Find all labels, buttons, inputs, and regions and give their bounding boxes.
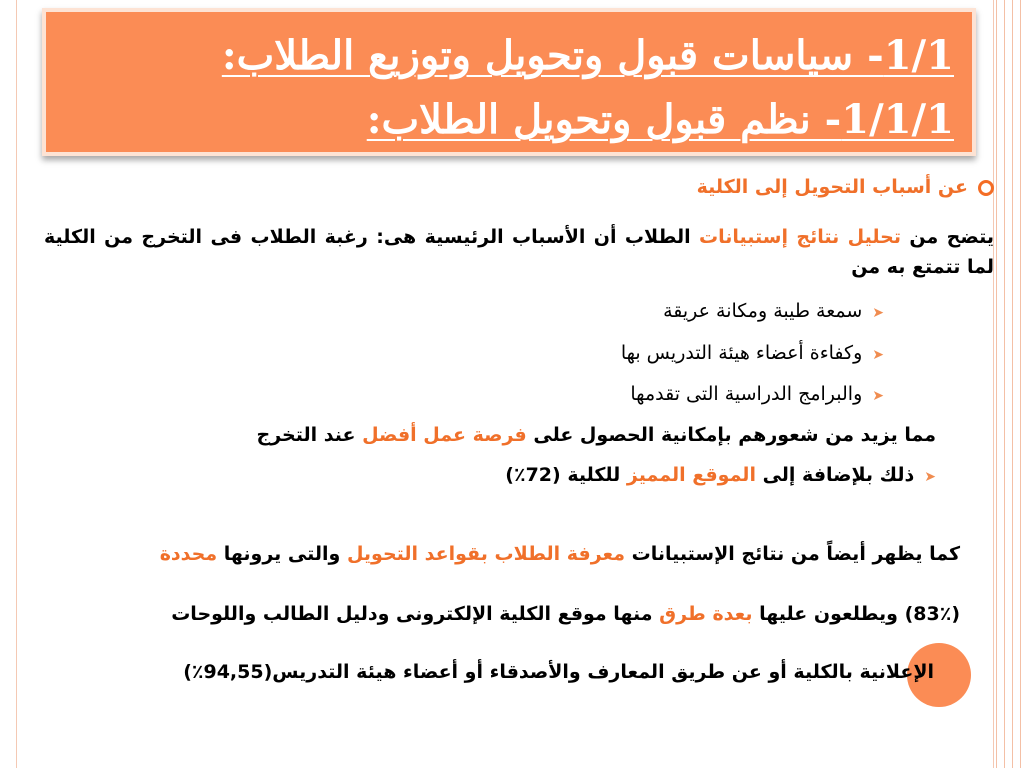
paragraph-access-methods: (83٪) ويطلعون عليها بعدة طرق منها موقع الكلية الإلكترونى ودليل الطالب واللوحات bbox=[171, 603, 960, 625]
highlight-survey-analysis: تحليل نتائج إستبيانات bbox=[699, 226, 901, 248]
title-line-2: 1/1/1- نظم قبول وتحويل الطلاب: bbox=[366, 96, 954, 143]
list-item: ➤سمعة طيبة ومكانة عريقة bbox=[663, 300, 884, 322]
arrow-bullet-icon: ➤ bbox=[872, 347, 884, 363]
paragraph-transfer-rules: كما يظهر أيضاً من نتائج الإستبيانات معرفة الطلاب بقواعد التحويل والتى يرونها محددة bbox=[159, 543, 960, 565]
paragraph-ads-sources: الإعلانية بالكلية أو عن طريق المعارف والأصدقاء أو أعضاء هيئة التدريس(94,55٪) bbox=[183, 661, 934, 683]
paragraph-location: ➤ذلك بلإضافة إلى الموقع المميز للكلية (72٪) bbox=[505, 464, 936, 486]
title-line-1: 1/1- سياسات قبول وتحويل وتوزيع الطلاب: bbox=[221, 32, 954, 79]
paragraph-reasons: يتضح من تحليل نتائج إستبيانات الطلاب أن الأسباب الرئيسية هى: رغبة الطلاب فى التخرج من الكلية لما تتمتع به من bbox=[44, 226, 994, 278]
list-item: ➤وكفاءة أعضاء هيئة التدريس بها bbox=[620, 342, 884, 364]
arrow-bullet-icon: ➤ bbox=[872, 388, 884, 404]
section-heading: عن أسباب التحويل إلى الكلية bbox=[44, 176, 994, 198]
circle-bullet-icon bbox=[978, 180, 994, 196]
title-banner bbox=[42, 8, 976, 156]
arrow-bullet-icon: ➤ bbox=[924, 469, 936, 485]
paragraph-job-opportunity: مما يزيد من شعورهم بإمكانية الحصول على فرصة عمل أفضل عند التخرج bbox=[256, 424, 936, 446]
list-item: ➤والبرامج الدراسية التى تقدمها bbox=[630, 383, 884, 405]
decorative-stripes bbox=[992, 0, 1024, 768]
arrow-bullet-icon: ➤ bbox=[872, 305, 884, 321]
